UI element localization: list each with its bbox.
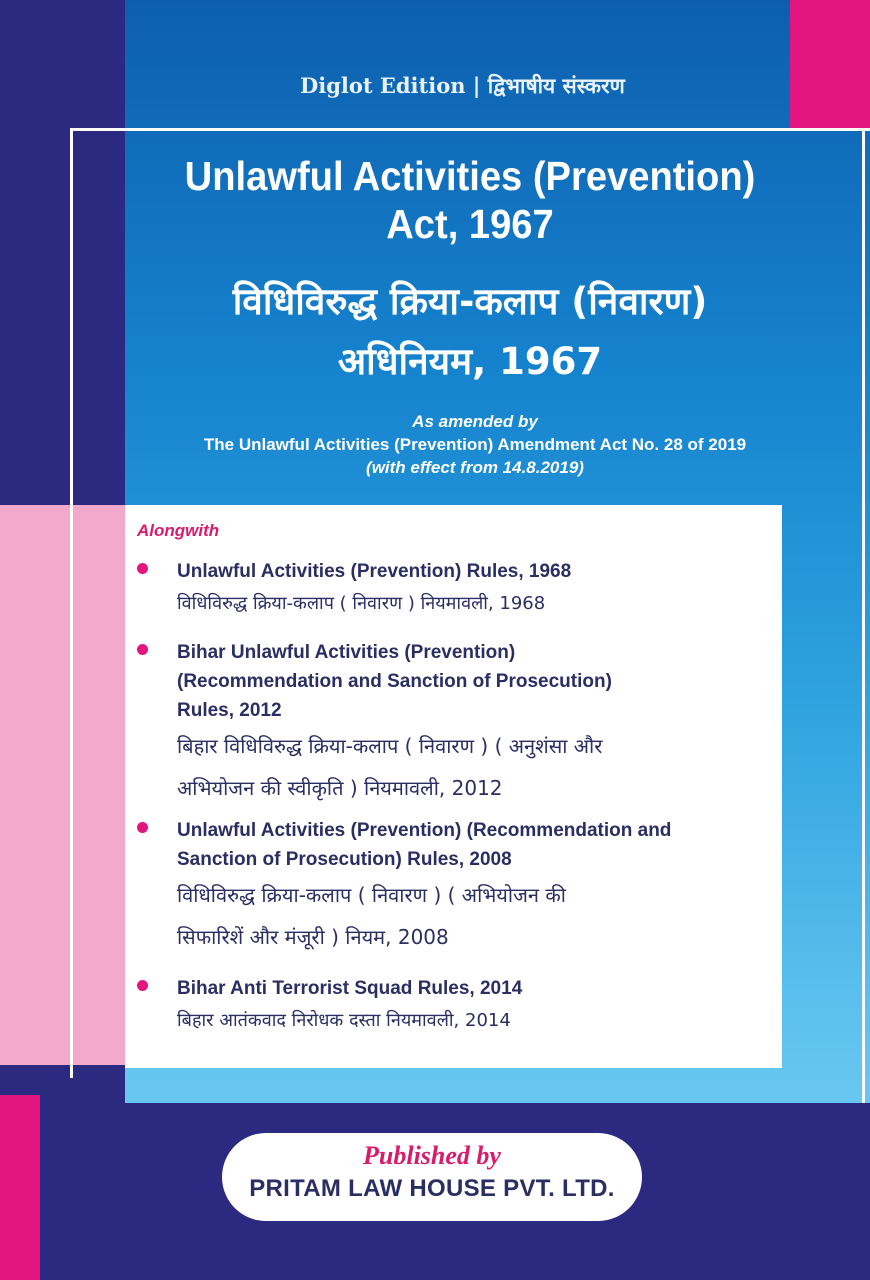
published-by-label: Published by [363, 1141, 501, 1170]
title-hindi [120, 272, 820, 392]
alongwith-label: Alongwith [137, 521, 220, 540]
list-item-english: Unlawful Activities (Prevention) (Recommendation and Sanction of Prosecution) Rules, 2008 [177, 820, 672, 870]
contents-box [125, 505, 782, 1068]
amendment-line-2: The Unlawful Activities (Prevention) Amendment Act No. 28 of 2019 [203, 435, 747, 454]
top-right-pink-band [790, 0, 870, 128]
amendment-note [140, 410, 810, 479]
title-english-line-2: Act, 1967 [386, 201, 554, 247]
list-item-hindi: विधिविरुद्ध क्रिया-कलाप ( निवारण ) नियमावली, 1968 [177, 593, 546, 614]
title-english-line-1: Unlawful Activities (Prevention) [184, 153, 756, 199]
title-english [145, 152, 796, 248]
list-item [125, 557, 782, 622]
publisher-badge [222, 1133, 642, 1221]
list-item [125, 638, 782, 809]
edition-label: Diglot Edition | द्विभाषीय संस्करण [300, 73, 625, 98]
frame-line-left [70, 128, 73, 1078]
bottom-left-pink-band [0, 1095, 40, 1280]
amendment-line-3: (with effect from 14.8.2019) [366, 458, 584, 477]
list-item-hindi: विधिविरुद्ध क्रिया-कलाप ( निवारण ) ( अभियोजन की सिफारिशें और मंजूरी ) नियम, 2008 [177, 883, 566, 949]
amendment-line-1: As amended by [412, 412, 538, 431]
bullet-icon [137, 980, 148, 991]
list-item-hindi: बिहार विधिविरुद्ध क्रिया-कलाप ( निवारण ) ( अनुशंसा और अभियोजन की स्वीकृति ) नियमावली, 2012 [177, 734, 603, 800]
title-hindi-line-1: विधिविरुद्ध क्रिया-कलाप (निवारण) [232, 280, 708, 323]
list-item-english: Unlawful Activities (Prevention) Rules, 1968 [177, 561, 572, 582]
bullet-icon [137, 644, 148, 655]
publisher-name: PRITAM LAW HOUSE PVT. LTD. [249, 1175, 615, 1202]
left-pink-band [0, 505, 125, 1065]
list-item-english: Bihar Unlawful Activities (Prevention) (Recommendation and Sanction of Prosecution) Rules, 2012 [177, 642, 612, 721]
frame-line-right [862, 128, 865, 1103]
frame-line-top [70, 128, 870, 131]
list-item-hindi: बिहार आतंकवाद निरोधक दस्ता नियमावली, 2014 [177, 1010, 511, 1031]
title-hindi-line-2: अधिनियम, 1967 [337, 340, 603, 383]
bullet-icon [137, 563, 148, 574]
list-item [125, 974, 782, 1039]
bullet-icon [137, 822, 148, 833]
list-item [125, 816, 782, 958]
list-item-english: Bihar Anti Terrorist Squad Rules, 2014 [177, 978, 523, 999]
